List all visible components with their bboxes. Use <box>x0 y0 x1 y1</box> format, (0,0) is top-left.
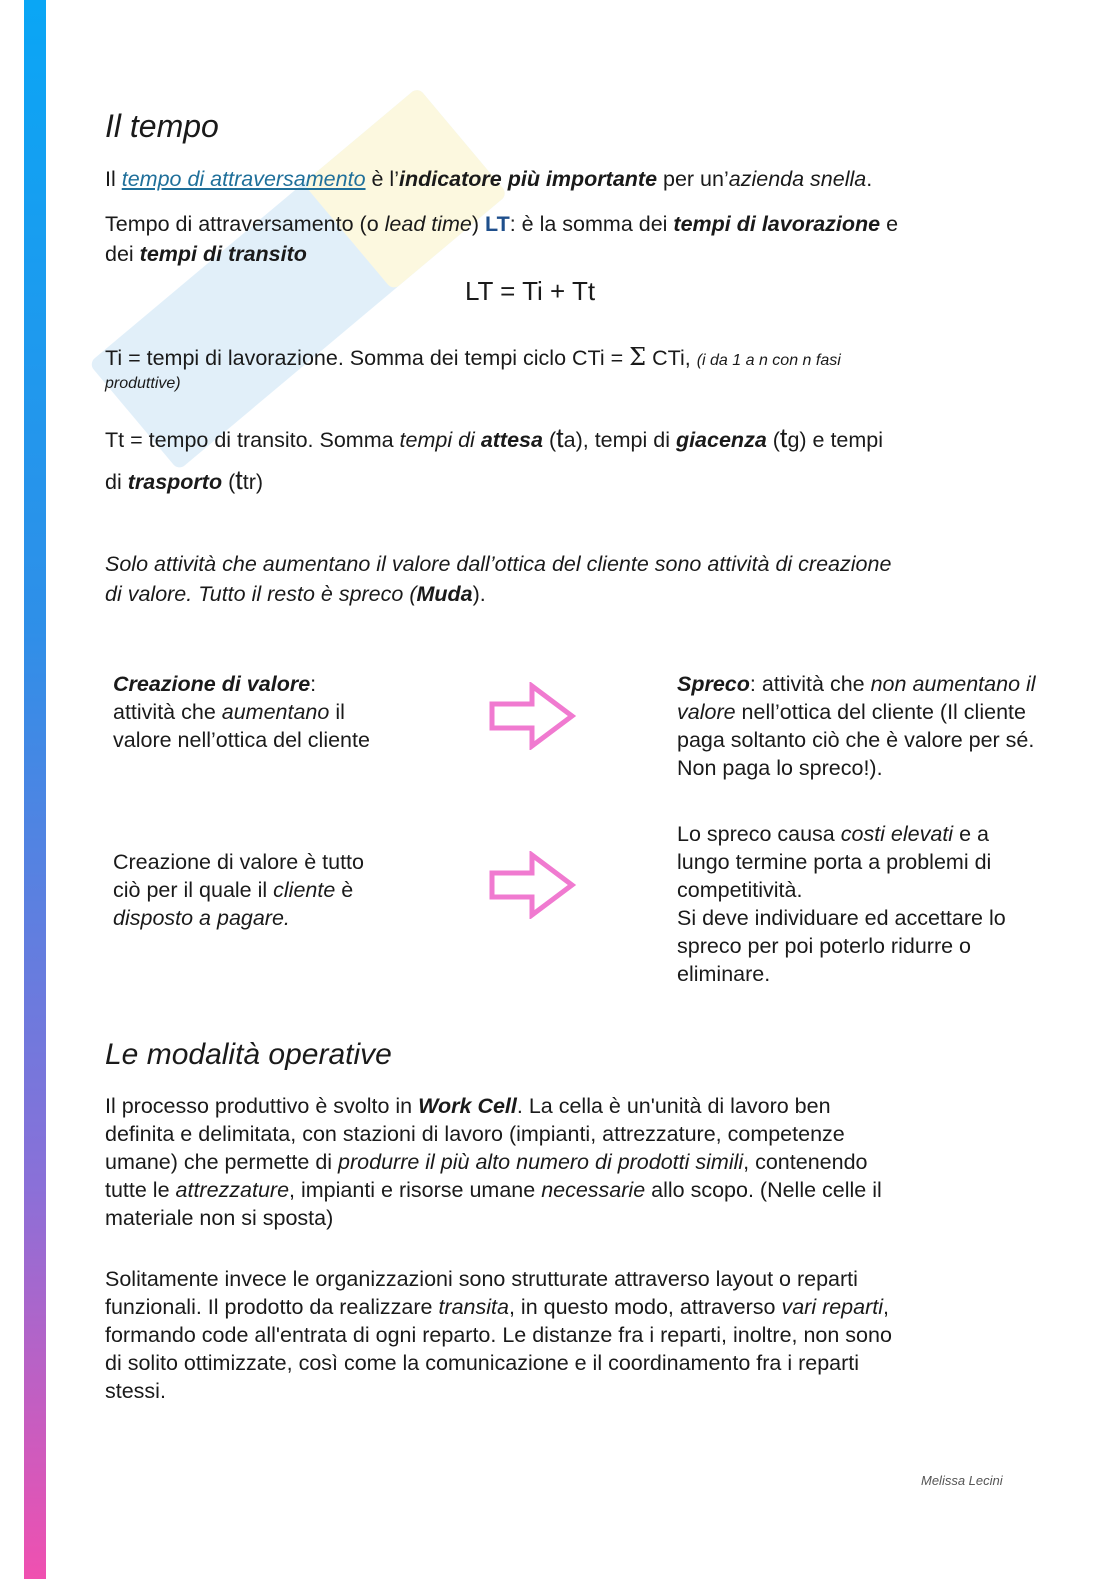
intro-italic: azienda snella <box>728 167 867 191</box>
section-title-modalita: Le modalità operative <box>105 1038 392 1071</box>
tt-t-symbol: t <box>779 423 788 453</box>
value-text: è <box>335 878 354 902</box>
intro-text: . <box>866 167 873 191</box>
value-text: valore nell’ottica del cliente <box>113 728 370 752</box>
lt-text-bold: tempi di lavorazione <box>673 212 881 236</box>
waste-text: eliminare. <box>677 962 771 986</box>
lt-text: Tempo di attraversamento (o <box>105 212 385 236</box>
value-text: : <box>310 672 317 696</box>
tt-text: ( <box>542 428 557 452</box>
waste-text: nell’ottica del cliente (Il cliente <box>735 700 1026 724</box>
lt-text-bold: tempi di transito <box>139 242 307 266</box>
intro-bold: indicatore più importante <box>399 167 658 191</box>
intro-text: Il <box>105 167 122 191</box>
waste-text: : attività che <box>749 672 871 696</box>
muda-text: Solo attività che aumentano il valore dall’ottica del cliente sono attività di creazione <box>105 552 892 576</box>
para-text: formando code all'entrata di ogni reparto. Le distanze fra i reparti, inoltre, non sono <box>105 1323 892 1347</box>
muda-text: ). <box>472 582 486 606</box>
right-arrow-outline-icon <box>488 851 578 919</box>
tt-text: g) e tempi <box>787 428 884 452</box>
ti-text: Ti = tempi di lavorazione. Somma dei tempi ciclo CTi = <box>105 346 630 370</box>
ti-note: (i da 1 a n con n fasi <box>696 352 841 369</box>
value-text: Creazione di valore è tutto <box>113 850 364 874</box>
functional-layout-paragraph <box>105 1265 892 1405</box>
waste-text: Si deve individuare ed accettare lo <box>677 906 1006 930</box>
waste-text: Non paga lo spreco!). <box>677 756 883 780</box>
value-text-italic: disposto a pagare. <box>113 906 290 930</box>
value-text: attività che <box>113 700 222 724</box>
para-text: . La cella è un'unità di lavoro ben <box>516 1094 831 1118</box>
ti-note-cont: produttive) <box>105 375 181 392</box>
para-text: tutte le <box>105 1178 176 1202</box>
para-text: materiale non si sposta) <box>105 1206 334 1230</box>
muda-text: di valore. Tutto il resto è spreco ( <box>105 582 417 606</box>
value-text-italic: cliente <box>273 878 336 902</box>
side-gradient-bar <box>24 0 46 1579</box>
intro-text: è l’ <box>365 167 399 191</box>
lt-text: ) <box>471 212 486 236</box>
lt-text-italic: lead time <box>384 212 472 236</box>
para-text: Solitamente invece le organizzazioni sono strutturate attraverso layout o reparti <box>105 1267 858 1291</box>
ti-definition <box>105 342 841 376</box>
para-text: , contenendo <box>743 1150 868 1174</box>
tt-text-bold: trasporto <box>127 470 223 494</box>
tt-text-bold: attesa <box>480 428 543 452</box>
waste-text: competitività. <box>677 878 803 902</box>
author-signature: Melissa Lecini <box>921 1473 1003 1488</box>
tt-text: di <box>105 470 128 494</box>
waste-text-italic: non aumentano il <box>870 672 1036 696</box>
intro-text: per un’ <box>657 167 729 191</box>
para-text: , in questo modo, attraverso <box>508 1295 782 1319</box>
lt-definition <box>105 209 898 269</box>
waste-title: Spreco <box>677 672 750 696</box>
para-text: allo scopo. (Nelle celle il <box>645 1178 882 1202</box>
lt-text: dei <box>105 242 140 266</box>
para-text: , <box>883 1295 889 1319</box>
tt-text: Tt = tempo di transito. Somma <box>105 428 400 452</box>
para-text-italic: necessarie <box>541 1178 646 1202</box>
para-text-italic: produrre il più alto numero di prodotti simili <box>338 1150 744 1174</box>
waste-consequence-box <box>677 820 1006 988</box>
lt-text: : è la somma dei <box>509 212 674 236</box>
tt-definition <box>105 418 883 502</box>
intro-paragraph <box>105 164 872 194</box>
lt-formula: LT = Ti + Tt <box>465 276 596 306</box>
waste-text-italic: valore <box>677 700 736 724</box>
waste-text: lungo termine porta a problemi di <box>677 850 992 874</box>
tt-text-italic: tempi di <box>399 428 481 452</box>
waste-text: spreco per poi poterlo ridurre o <box>677 934 971 958</box>
para-text: stessi. <box>105 1379 166 1403</box>
work-cell-paragraph <box>105 1092 882 1232</box>
ti-text: CTi, <box>646 346 697 370</box>
tt-text: a), tempi di <box>563 428 676 452</box>
tt-text: ( <box>222 470 236 494</box>
muda-term: Muda <box>416 582 473 606</box>
tt-t-symbol: t <box>556 423 564 453</box>
muda-statement <box>105 549 891 609</box>
sigma-symbol: Σ <box>629 343 647 371</box>
tt-text-bold: giacenza <box>675 428 767 452</box>
right-arrow-outline-icon <box>488 682 578 750</box>
section-title-tempo: Il tempo <box>105 108 219 144</box>
value-text: il <box>329 700 345 724</box>
work-cell-term: Work Cell <box>418 1094 517 1118</box>
waste-text: e a <box>953 822 989 846</box>
para-text: , impianti e risorse umane <box>289 1178 542 1202</box>
waste-text-italic: costi elevati <box>840 822 954 846</box>
para-text-italic: transita <box>438 1295 509 1319</box>
value-definition-box <box>113 848 364 932</box>
tt-text: tr) <box>242 470 264 494</box>
waste-text: paga soltanto ciò che è valore per sé. <box>677 728 1035 752</box>
value-text-italic: aumentano <box>221 700 330 724</box>
tt-text: ( <box>766 428 780 452</box>
lt-abbrev: LT <box>485 212 510 236</box>
waste-text: Lo spreco causa <box>677 822 841 846</box>
para-text: di solito ottimizzate, così come la comunicazione e il coordinamento fra i reparti <box>105 1351 860 1375</box>
value-text: ciò per il quale il <box>113 878 274 902</box>
para-text-italic: attrezzature <box>175 1178 290 1202</box>
tt-t-symbol: t <box>235 465 243 495</box>
lt-text: e <box>880 212 899 236</box>
para-text: Il processo produttivo è svolto in <box>105 1094 419 1118</box>
value-creation-box <box>113 670 370 754</box>
para-text: funzionali. Il prodotto da realizzare <box>105 1295 439 1319</box>
tempo-attraversamento-link[interactable]: tempo di attraversamento <box>121 167 366 191</box>
para-text: umane) che permette di <box>105 1150 339 1174</box>
para-text-italic: vari reparti <box>781 1295 884 1319</box>
para-text: definita e delimitata, con stazioni di lavoro (impianti, attrezzature, competenze <box>105 1122 845 1146</box>
value-creation-title: Creazione di valore <box>113 672 311 696</box>
waste-box <box>677 670 1036 782</box>
